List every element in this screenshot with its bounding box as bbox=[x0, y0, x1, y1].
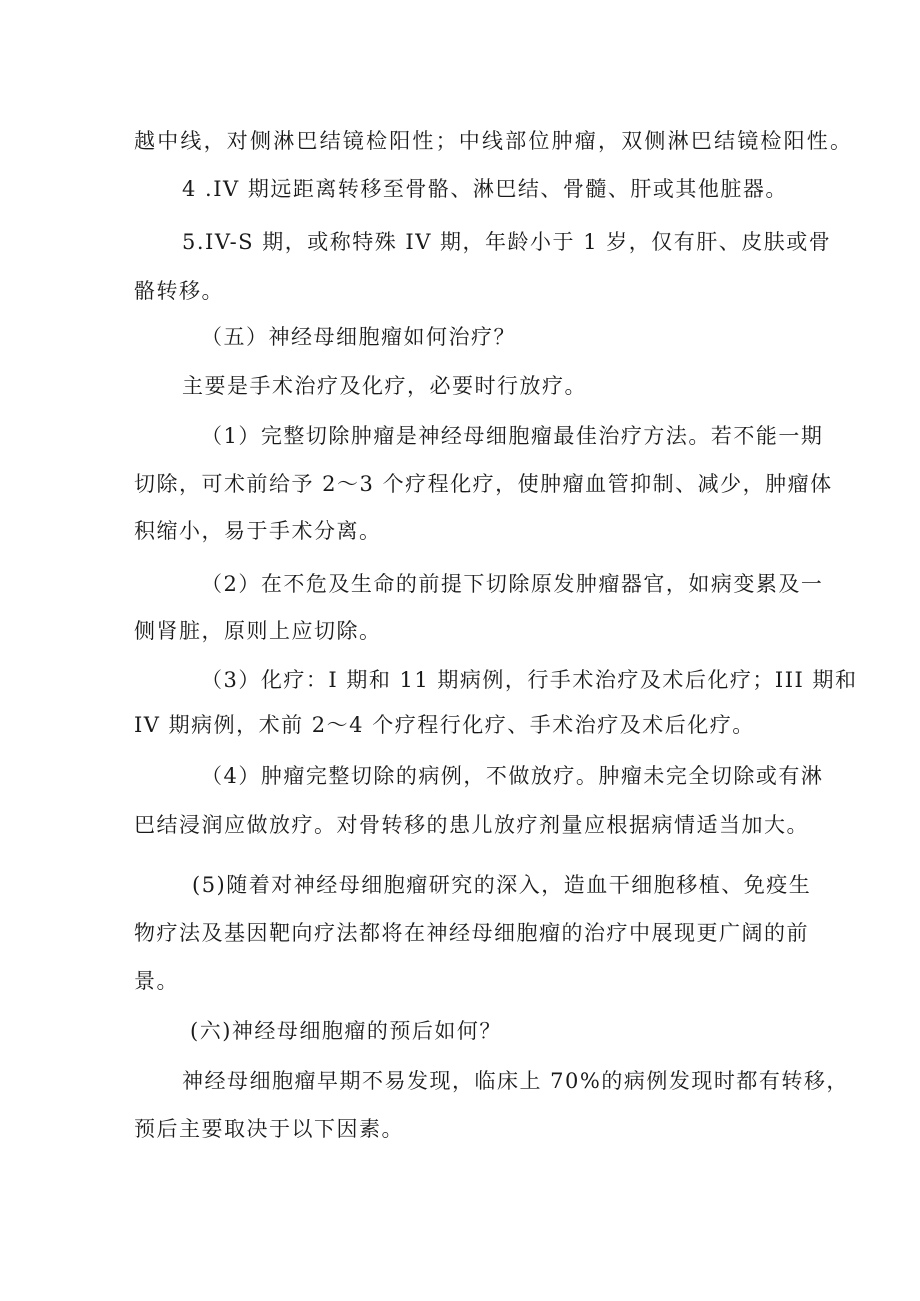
text-line-11: 侧肾脏，原则上应切除。 bbox=[134, 619, 382, 643]
text-line-8: 切除，可术前给予 2～3 个疗程化疗，使肿瘤血管抑制、减少，肿瘤体 bbox=[134, 472, 833, 496]
text-line-9: 积缩小，易于手术分离。 bbox=[134, 519, 382, 543]
text-line-2: 4 .IV 期远距离转移至骨骼、淋巴结、骨髓、肝或其他脏器。 bbox=[182, 177, 788, 201]
text-line-4: 骼转移。 bbox=[134, 279, 224, 303]
text-line-3: 5.IV-S 期，或称特殊 IV 期，年龄小于 1 岁，仅有肝、皮肤或骨 bbox=[182, 230, 832, 254]
text-line-1: 越中线，对侧淋巴结镜检阳性；中线部位肿瘤，双侧淋巴结镜检阳性。 bbox=[134, 129, 854, 153]
text-line-21: 预后主要取决于以下因素。 bbox=[134, 1117, 404, 1141]
text-line-17: 物疗法及基因靶向疗法都将在神经母细胞瘤的治疗中展现更广阔的前 bbox=[134, 921, 809, 945]
text-line-13: IV 期病例，术前 2～4 个疗程行化疗、手术治疗及术后化疗。 bbox=[134, 713, 755, 737]
text-line-12: （3）化疗：I 期和 11 期病例，行手术治疗及术后化疗；III 期和 bbox=[201, 668, 858, 692]
section-heading-treatment: （五）神经母细胞瘤如何治疗？ bbox=[201, 325, 516, 349]
text-line-15: 巴结浸润应做放疗。对骨转移的患儿放疗剂量应根据病情适当加大。 bbox=[134, 813, 809, 837]
text-line-18: 景。 bbox=[134, 969, 179, 993]
text-line-20: 神经母细胞瘤早期不易发现，临床上 70%的病例发现时都有转移， bbox=[182, 1069, 849, 1093]
text-line-16: (5)随着对神经母细胞瘤研究的深入，造血干细胞移植、免疫生 bbox=[192, 873, 812, 897]
text-line-14: （4）肿瘤完整切除的病例，不做放疗。肿瘤未完全切除或有淋 bbox=[201, 764, 824, 788]
section-heading-prognosis: (六)神经母细胞瘤的预后如何？ bbox=[190, 1019, 502, 1043]
text-line-6: 主要是手术治疗及化疗，必要时行放疗。 bbox=[182, 374, 587, 398]
text-line-10: （2）在不危及生命的前提下切除原发肿瘤器官，如病变累及一 bbox=[201, 572, 824, 596]
text-line-7: （1）完整切除肿瘤是神经母细胞瘤最佳治疗方法。若不能一期 bbox=[201, 424, 824, 448]
